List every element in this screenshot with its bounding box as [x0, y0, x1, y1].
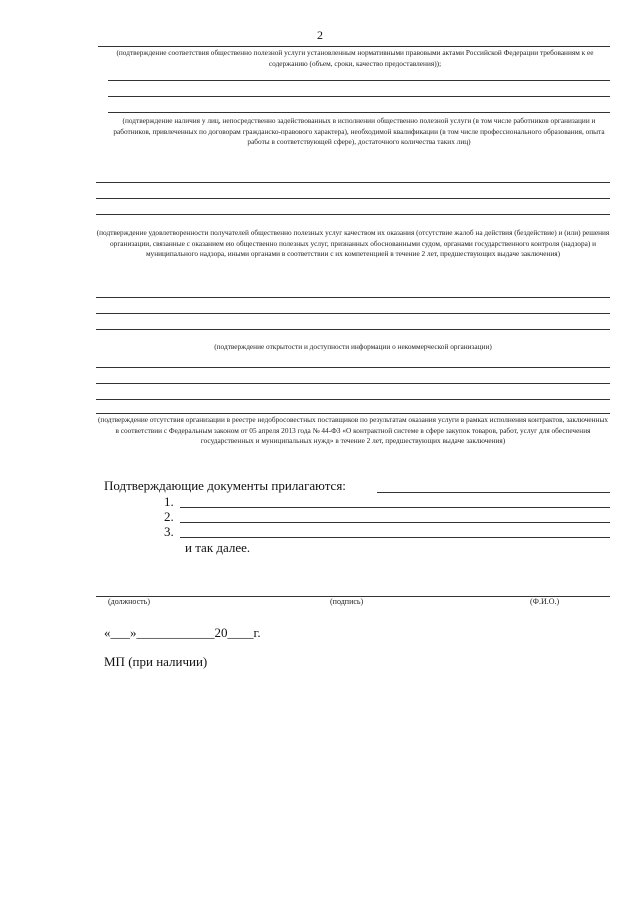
caption-content-compliance: (подтверждение соответствия общественно полезной услуги установленным нормативными правовыми актами Российской Федерации требованиям к ее содержанию (объем, сроки, качество предоставления));	[116, 48, 594, 68]
date-line: «___»____________20____г.	[104, 625, 261, 640]
documents-heading: Подтверждающие документы прилагаются:	[104, 478, 346, 493]
caption-information-openness: (подтверждение открытости и доступности информации о некоммерческой организации)	[214, 342, 492, 351]
document-item-line	[180, 507, 610, 508]
document-item-number: 2.	[164, 509, 174, 524]
position-label: (должность)	[108, 597, 150, 606]
caption-unfair-suppliers-registry: (подтверждение отсутствия организации в реестре недобросовестных поставщиков по результатам оказания услуги в рамках исполнения контрактов, заключенных в соответствии с Федеральным законом от 05 апреля 2013 года № 44-ФЗ «О контрактной системе в сфере закупок товаров, работ, услуг для обеспечения государственных и муниципальных нужд» в течение 2 лет, предшествующих выдаче заключения)	[97, 415, 608, 445]
fill-line	[108, 112, 610, 113]
fill-line	[96, 313, 610, 314]
fill-line	[96, 198, 610, 199]
fill-line	[96, 413, 610, 414]
fill-line	[108, 80, 610, 81]
fill-line	[96, 383, 610, 384]
document-item-number: 1.	[164, 494, 174, 509]
caption-recipient-satisfaction: (подтверждение удовлетворенности получателей общественно полезных услуг качеством их оказания (отсутствие жалоб на действия (бездействие) и (или) решения организации, связанные с оказанием ею общественно полезных услуг, признанных обоснованными судом, органами государственного контроля (надзора) и муниципального надзора, иными органами в соответствии с их компетенцией в течение 2 лет, предшествующих выдаче заключения)	[96, 228, 610, 258]
fill-line	[96, 182, 610, 183]
fill-line	[98, 46, 610, 47]
fill-line	[96, 214, 610, 215]
fill-line	[108, 96, 610, 97]
stamp-note: МП (при наличии)	[104, 654, 208, 669]
fill-line	[96, 367, 610, 368]
document-item-number: 3.	[164, 524, 174, 539]
signature-label: (подпись)	[330, 597, 364, 606]
page-number: 2	[317, 28, 323, 42]
fill-line	[96, 297, 610, 298]
name-label: (Ф.И.О.)	[530, 597, 560, 606]
documents-etc: и так далее.	[185, 540, 251, 555]
caption-staff-qualification: (подтверждение наличия у лиц, непосредственно задействованных в исполнении общественно полезной услуги (в том числе работников организации и работников, привлеченных по договорам гражданско-правового характера), необходимой квалификации (в том числе профессионального образования, опыта работы в соответствующей сфере), достаточного количества таких лиц)	[113, 116, 605, 146]
fill-line	[96, 329, 610, 330]
fill-line	[96, 399, 610, 400]
document-item-line	[180, 537, 610, 538]
fill-line	[377, 492, 610, 493]
document-item-line	[180, 522, 610, 523]
